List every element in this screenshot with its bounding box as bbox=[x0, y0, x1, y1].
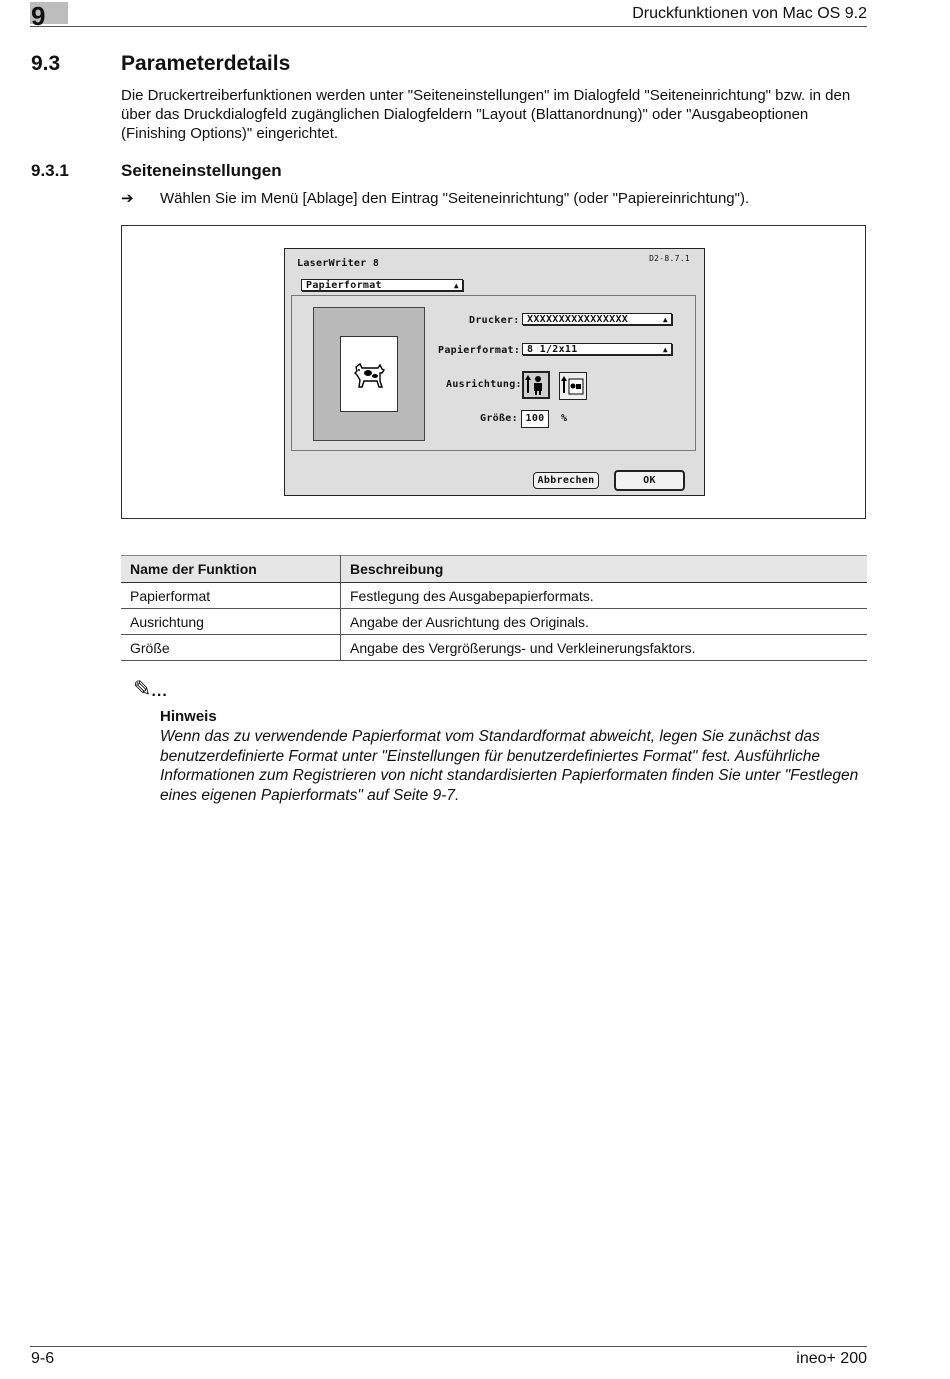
popup-arrows-icon: ▲ bbox=[662, 315, 668, 324]
section-title: Parameterdetails bbox=[121, 52, 291, 75]
subsection-title: Seiteneinstellungen bbox=[121, 161, 282, 180]
printer-popup-value: XXXXXXXXXXXXXXXX bbox=[527, 314, 629, 325]
ok-button[interactable]: OK bbox=[614, 470, 685, 491]
preview-page bbox=[340, 336, 398, 412]
column-header-description: Beschreibung bbox=[341, 556, 868, 583]
size-label: Größe: bbox=[480, 413, 518, 424]
popup-arrows-icon: ▲ bbox=[662, 345, 668, 354]
column-header-function: Name der Funktion bbox=[121, 556, 341, 583]
chapter-number: 9 bbox=[31, 1, 46, 31]
printer-popup[interactable] bbox=[522, 313, 672, 325]
footer-rule bbox=[30, 1346, 867, 1347]
portrait-orientation-button[interactable] bbox=[522, 371, 550, 399]
section-intro: Die Druckertreiberfunktionen werden unter "Seiteneinstellungen" im Dialogfeld "Seiteneinrichtung" bzw. in den über das Druckdialogfeld zugänglichen Dialogfeldern "Layout (Blattanordnung)" oder "Ausgabeoptionen (Finishing Options)" eingerichtet. bbox=[121, 87, 851, 142]
footer-page-number: 9-6 bbox=[31, 1350, 55, 1367]
dialog-title: LaserWriter 8 bbox=[297, 258, 380, 269]
page-preview bbox=[313, 307, 425, 441]
portrait-orientation-icon bbox=[524, 373, 548, 397]
popup-arrows-icon: ▲ bbox=[453, 281, 459, 290]
step-arrow: ➔ bbox=[121, 190, 134, 207]
printer-label: Drucker: bbox=[469, 315, 520, 326]
landscape-orientation-icon bbox=[560, 373, 586, 399]
paper-format-popup[interactable] bbox=[522, 343, 672, 355]
size-input[interactable]: 100 bbox=[521, 410, 549, 428]
subsection-number: 9.3.1 bbox=[31, 161, 69, 180]
dogcow-icon bbox=[352, 361, 388, 389]
table-header-row bbox=[121, 556, 867, 583]
description-cell: Angabe der Ausrichtung des Originals. bbox=[341, 609, 868, 635]
table-row bbox=[121, 609, 867, 635]
page-setup-dialog bbox=[284, 248, 705, 496]
paper-format-popup-value: 8 1/2x11 bbox=[527, 344, 578, 355]
function-table bbox=[121, 555, 867, 661]
panel-popup-label: Papierformat bbox=[306, 280, 382, 291]
note-text: Wenn das zu verwendende Papierformat vom Standardformat abweicht, legen Sie zunächst das benutzerdefinierte Format unter "Einstellungen für benutzerdefiniertes Format" fest. Ausführliche Informationen zum Registrieren von nicht standardisierten Papierformaten finden Sie unter "Festlegen eines eigenen Papierformats" auf Seite 9-7. bbox=[160, 728, 859, 804]
dialog-version: D2-8.7.1 bbox=[649, 254, 690, 263]
orientation-label: Ausrichtung: bbox=[446, 379, 522, 390]
footer-product-name: ineo+ 200 bbox=[796, 1350, 867, 1367]
header-title: Druckfunktionen von Mac OS 9.2 bbox=[632, 5, 867, 22]
note-pencil-icon: ✎... bbox=[133, 676, 168, 701]
note-title: Hinweis bbox=[160, 708, 217, 725]
function-name-cell: Papierformat bbox=[121, 583, 341, 609]
paper-format-label: Papierformat: bbox=[438, 345, 521, 356]
panel-popup[interactable] bbox=[301, 279, 463, 291]
table-row bbox=[121, 583, 867, 609]
description-cell: Festlegung des Ausgabepapierformats. bbox=[341, 583, 868, 609]
step-text: Wählen Sie im Menü [Ablage] den Eintrag "Seiteneinrichtung" (oder "Papiereinrichtung"). bbox=[160, 190, 750, 207]
cancel-button[interactable]: Abbrechen bbox=[533, 472, 599, 489]
landscape-orientation-button[interactable] bbox=[559, 372, 587, 400]
section-number: 9.3 bbox=[31, 52, 61, 75]
table-row bbox=[121, 635, 867, 661]
description-cell: Angabe des Vergrößerungs- und Verkleinerungsfaktors. bbox=[341, 635, 868, 661]
function-name-cell: Ausrichtung bbox=[121, 609, 341, 635]
header-rule bbox=[30, 26, 867, 27]
size-unit: % bbox=[561, 413, 568, 424]
function-name-cell: Größe bbox=[121, 635, 341, 661]
